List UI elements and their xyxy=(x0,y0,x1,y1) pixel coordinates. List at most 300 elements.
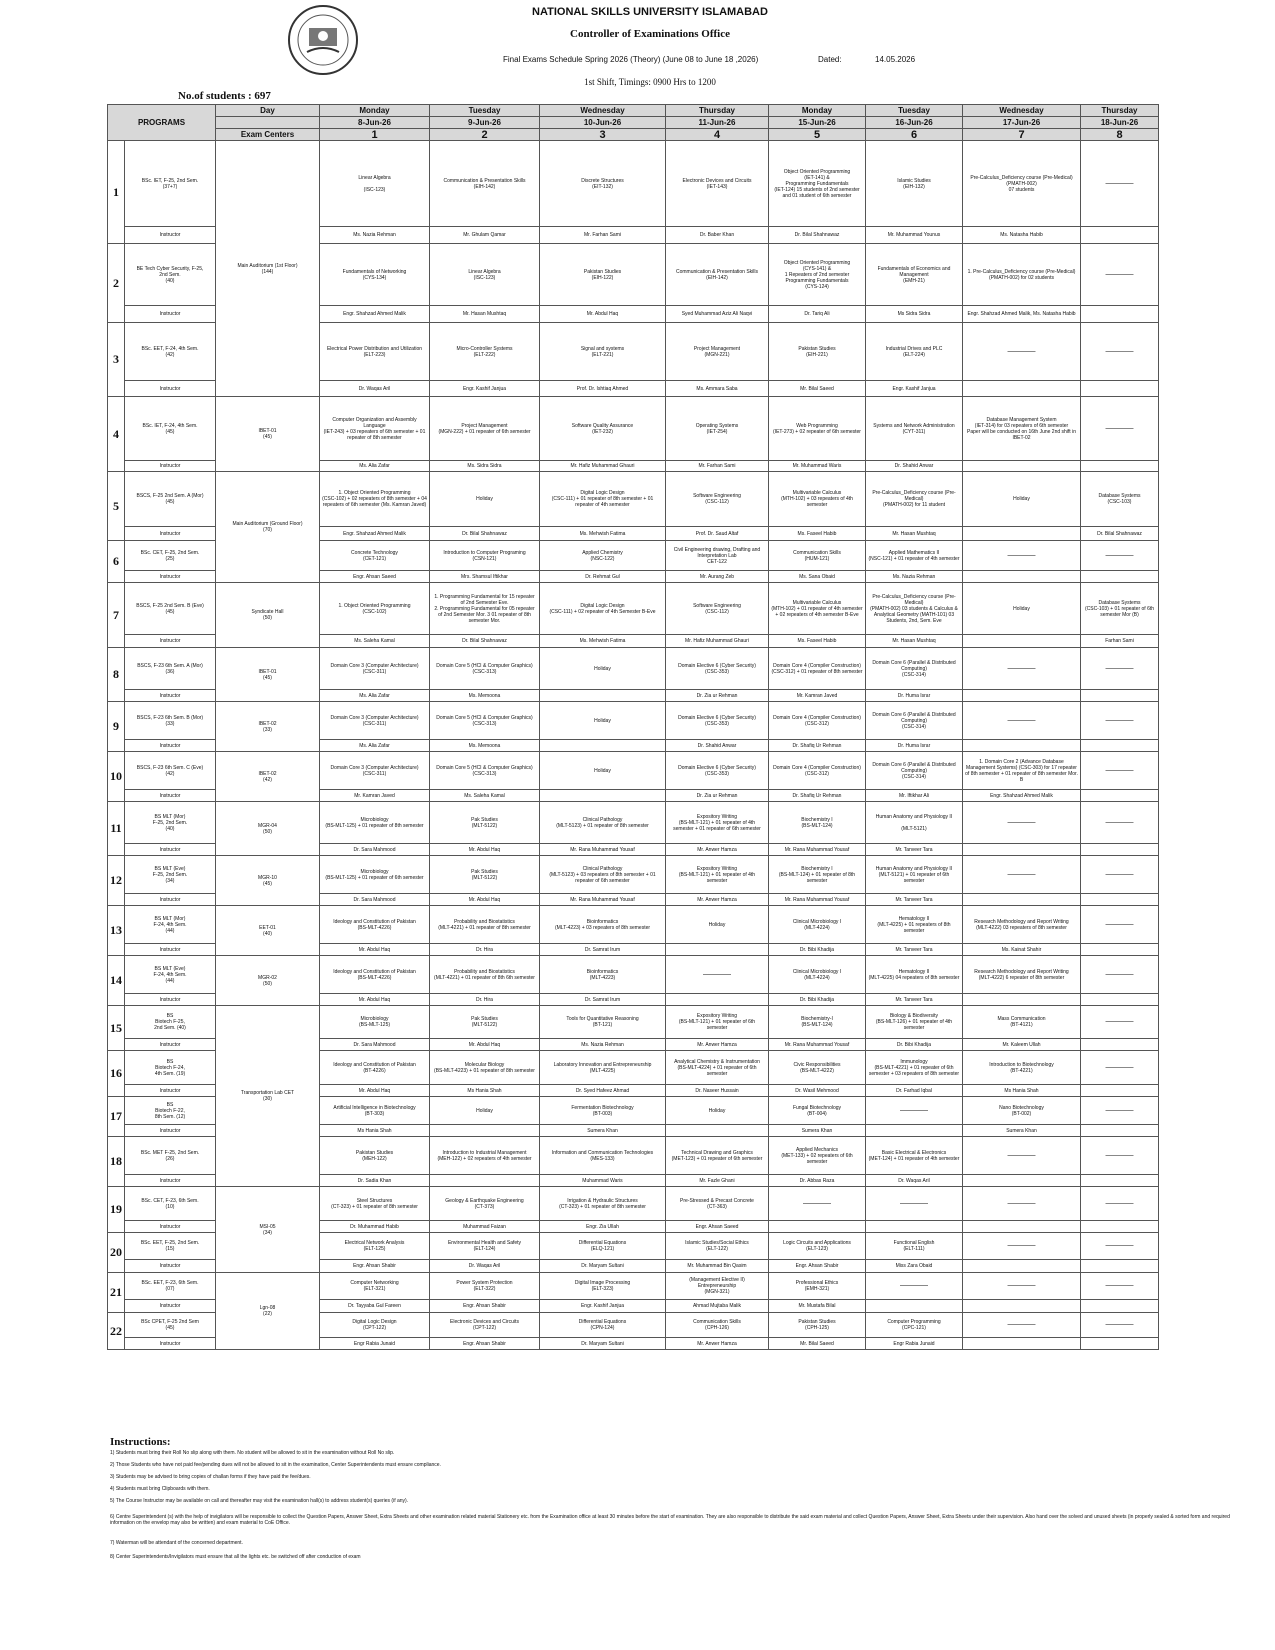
exam-subject: Ideology and Constitution of Pakistan (BS-MLT-4226) xyxy=(320,956,430,994)
exam-subject: Signal and systems (ELT-221) xyxy=(540,323,666,381)
schedule-row xyxy=(108,1006,1159,1039)
instructor-name: Mr. Abdul Haq xyxy=(430,844,540,856)
program-name: BS MLT (Mor) F-25, 2nd Sem. (40) xyxy=(125,802,216,844)
exam-subject: Systems and Network Administration (CYT-311) xyxy=(866,397,963,461)
exam-subject: Clinical Pathology (MLT-5123) + 03 repeaters of 8th semester + 01 repeater of 6th semester xyxy=(540,856,666,894)
no-exam-dash: ———— xyxy=(1081,1233,1159,1260)
instructor-name xyxy=(963,1175,1081,1187)
instructor-name xyxy=(430,1125,540,1137)
program-name: BSc. IET, F-24, 4th Sem. (45) xyxy=(125,397,216,461)
exam-subject: Holiday xyxy=(963,583,1081,635)
no-exam-dash: ———— xyxy=(1081,141,1159,227)
row-number: 13 xyxy=(108,906,125,956)
exam-subject: Project Management (MGN-221) xyxy=(666,323,769,381)
exam-subject: Object Oriented Programming (CYS-141) & 1 Repeaters of 2nd semester Programming Fundamentals (CYS-124) xyxy=(769,244,866,306)
exam-subject: Domain Core 5 (HCI & Computer Graphics) (CSC-313) xyxy=(430,752,540,790)
program-name: BS Biotech F-25, 2nd Sem. (40) xyxy=(125,1006,216,1039)
exam-subject: Concrete Technology (CET-121) xyxy=(320,541,430,571)
no-exam-dash: ———— xyxy=(1081,1006,1159,1039)
instructor-name: Dr. Shahid Anwar xyxy=(866,461,963,472)
instructor-name: Mr. Rana Muhammad Yousaf xyxy=(540,844,666,856)
instructor-name xyxy=(769,1221,866,1233)
instructor-name: Mr. Mustafa Bilal xyxy=(769,1300,866,1313)
no-exam-dash: ———— xyxy=(1081,1097,1159,1125)
instructor-name xyxy=(963,740,1081,752)
exam-subject: Communication Skills (CPH-126) xyxy=(666,1313,769,1338)
row-number: 9 xyxy=(108,702,125,752)
day-number: 7 xyxy=(963,129,1081,141)
exam-subject: Electrical Power Distribution and Utilization (ELT-223) xyxy=(320,323,430,381)
exam-centers-header: Exam Centers xyxy=(216,129,320,141)
exam-subject: Pakistan Studies (EIH-221) xyxy=(769,323,866,381)
no-exam-dash: ———— xyxy=(1081,648,1159,690)
instructor-name xyxy=(540,740,666,752)
program-name: BSc. IET, F-25, 2nd Sem. (37+7) xyxy=(125,141,216,227)
exam-subject: Expository Writing (BS-MLT-121) + 01 repeater of 4th semester + 01 repeater of 6th semester xyxy=(666,802,769,844)
program-name: BSc. EET, F-25, 2nd Sem. (15) xyxy=(125,1233,216,1260)
instructor-name: Mr. Tanveer Tara xyxy=(866,994,963,1006)
program-name: BSc. MET F-25, 2nd Sem. (26) xyxy=(125,1137,216,1175)
exam-center: IBET-01 (45) xyxy=(216,648,320,702)
exam-subject: Software Quality Assurance (IET-232) xyxy=(540,397,666,461)
instructor-name: Farhan Sami xyxy=(1081,635,1159,648)
instructor-name: Ahmad Mujtaba Malik xyxy=(666,1300,769,1313)
exam-center: IBET-02 (33) xyxy=(216,702,320,752)
day-header: Day xyxy=(216,105,320,117)
instructor-name: Prof. Dr. Ishtiaq Ahmed xyxy=(540,381,666,397)
instructor-name: Mr. Abdul Haq xyxy=(320,1085,430,1097)
instructor-name xyxy=(1081,227,1159,244)
exam-subject: Information and Communication Technologies (MES-133) xyxy=(540,1137,666,1175)
instructor-label: Instructor xyxy=(125,1175,216,1187)
schedule-row xyxy=(108,397,1159,461)
exam-subject: 1. Programming Fundamental for 15 repeater of 2nd Semester Eve. 2. Programming Fundamental for 05 repeater of 2nd Semester Mor. 3 01 repeater of 8th semester Mor. xyxy=(430,583,540,635)
exam-subject: Object Oriented Programming (IET-141) & Programming Fundamentals (IET-124) 15 students of 2nd semester and 01 student of 6th semester xyxy=(769,141,866,227)
no-exam-dash: ———— xyxy=(963,1313,1081,1338)
instructor-name: Muhammad Faizan xyxy=(430,1221,540,1233)
instructor-name xyxy=(1081,994,1159,1006)
exam-subject: Electronic Devices and Circuits (CPT-122) xyxy=(430,1313,540,1338)
exam-subject: Introduction to Computer Programing (CSN-121) xyxy=(430,541,540,571)
instructor-name: Ms. Kainat Shahir xyxy=(963,944,1081,956)
instruction-item: 5) The Course Instructor may be available on call and thereafter may visit the examination hall(s) to address student(s) queries (if any). xyxy=(110,1498,409,1504)
instructor-name: Mr. Muhammad Waris xyxy=(769,461,866,472)
instructor-name xyxy=(1081,1125,1159,1137)
header-row-day xyxy=(108,105,1159,117)
exam-subject: Expository Writing (BS-MLT-121) + 01 repeater of 4th semester xyxy=(666,856,769,894)
exam-subject: Domain Core 5 (HCI & Computer Graphics) (CSC-313) xyxy=(430,648,540,690)
instruction-item: 3) Students may be advised to bring copies of challan forms if they have paid the fee/dues. xyxy=(110,1474,311,1480)
program-name: BSCS, F-23 6th Sem. B (Mor) (33) xyxy=(125,702,216,740)
row-number: 6 xyxy=(108,541,125,583)
row-number: 7 xyxy=(108,583,125,648)
no-exam-dash: ———— xyxy=(1081,1313,1159,1338)
instructor-name xyxy=(866,1300,963,1313)
row-number: 8 xyxy=(108,648,125,702)
instructor-name: Dr. Waqas Aril xyxy=(866,1175,963,1187)
exam-subject: Biochemistry I (BS-MLT-124) + 01 repeater of 8th semester xyxy=(769,856,866,894)
instruction-item: 6) Centre Superintendent (s) with the help of invigilators will be responsible to collect the Question Papers, Answer Sheet, Extra Sheets and other examination related material Stationery etc. from the Examination office at least 30 minutes before the start of examination. They are also responsible to distribute the said exam material and collect Question Papers, Answer Sheet, Extra Sheets under their supervision. Also hand over the solved and unused sheets (in properly sealed & sorted form and required information on the envelop may also be written) and exam material to CoE Office. xyxy=(110,1514,1230,1526)
day-number: 4 xyxy=(666,129,769,141)
exam-subject: Bioinformatics (MLT-4223) xyxy=(540,956,666,994)
exam-subject: Pre-Calculus_Deficiency course (Pre-Medical) (PMATH-002) 07 students xyxy=(963,141,1081,227)
no-exam-dash: ———— xyxy=(963,856,1081,894)
instructor-label: Instructor xyxy=(125,1039,216,1051)
schedule-row xyxy=(108,648,1159,690)
instructor-name xyxy=(963,1221,1081,1233)
instructor-name: Dr. Muhammad Habib xyxy=(320,1221,430,1233)
instructor-name xyxy=(1081,1175,1159,1187)
instructor-name: Mr. Abdul Haq xyxy=(540,306,666,323)
instructor-name xyxy=(1081,1039,1159,1051)
university-name: NATIONAL SKILLS UNIVERSITY ISLAMABAD xyxy=(532,6,768,18)
exam-subject: Analytical Chemistry & Instrumentation (BS-MLT-4224) + 01 repeater of 6th semester xyxy=(666,1051,769,1085)
exam-subject: Biochemistry-I (BS-MLT-124) xyxy=(769,1006,866,1039)
no-exam-dash: ———— xyxy=(866,1273,963,1300)
instructor-name: Ms Sidra Sidra xyxy=(866,306,963,323)
instructor-label: Instructor xyxy=(125,527,216,541)
instructor-name: Mr. Abdul Haq xyxy=(320,944,430,956)
exam-subject: Hematology II (MLT-4225) 04 repeaters of 8th semester xyxy=(866,956,963,994)
row-number: 1 xyxy=(108,141,125,244)
instructor-name: Engr. Ahsan Shabir xyxy=(769,1260,866,1273)
no-exam-dash: ———— xyxy=(1081,541,1159,571)
exam-subject: Ideology and Constitution of Pakistan (BT-4226) xyxy=(320,1051,430,1085)
schedule-row xyxy=(108,906,1159,944)
exam-date: 17-Jun-26 xyxy=(963,117,1081,129)
instructor-name: Dr. Hira xyxy=(430,944,540,956)
instructor-name: Dr. Farhad Iqbal xyxy=(866,1085,963,1097)
instructor-name: Sumera Khan xyxy=(963,1125,1081,1137)
instructor-name: Dr. Huma Israr xyxy=(866,740,963,752)
exam-subject: Clinical Microbiology I (MLT-4224) xyxy=(769,906,866,944)
schedule-row xyxy=(108,856,1159,894)
instructor-name xyxy=(666,994,769,1006)
exam-subject: Logic Circuits and Applications (ELT-123) xyxy=(769,1233,866,1260)
instructor-label: Instructor xyxy=(125,461,216,472)
exam-subject: Professional Ethics (EMH-321) xyxy=(769,1273,866,1300)
instructor-name: Dr. Shafiq Ur Rehman xyxy=(769,790,866,802)
exam-subject: Functional English (ELT-111) xyxy=(866,1233,963,1260)
exam-subject: Domain Core 5 (HCI & Computer Graphics) (CSC-313) xyxy=(430,702,540,740)
schedule-title: Final Exams Schedule Spring 2026 (Theory) (June 08 to June 18 ,2026) xyxy=(503,55,759,64)
exam-subject: Immunology (BS-MLT-4221) + 01 repeater of 6th semester + 03 repeaters of 8th semester xyxy=(866,1051,963,1085)
instructor-name: Dr. Tayyaba Gul Fareen xyxy=(320,1300,430,1313)
instructor-label: Instructor xyxy=(125,1085,216,1097)
instructor-name: Dr. Maryam Sultani xyxy=(540,1338,666,1350)
no-exam-dash: ———— xyxy=(666,956,769,994)
exam-subject: Digital Logic Design (CSC-111) + 02 repeater of 4th Semester B-Eve xyxy=(540,583,666,635)
exam-subject: Pak Studies (MLT-5122) xyxy=(430,802,540,844)
instructor-name xyxy=(1081,1221,1159,1233)
exam-subject: Computer Organization and Assembly Language (IET-243) + 03 repeaters of 6th semester + 01 repeater of 8th semester xyxy=(320,397,430,461)
no-exam-dash: ———— xyxy=(963,648,1081,690)
instructor-name xyxy=(1081,1300,1159,1313)
row-number: 2 xyxy=(108,244,125,323)
dated-label: Dated: xyxy=(818,55,842,64)
instructor-name xyxy=(1081,894,1159,906)
exam-subject: Civil Engineering drawing, Drafting and Interpretation Lab CET-122 xyxy=(666,541,769,571)
instructor-name xyxy=(666,1125,769,1137)
exam-center: MSI-05 (34) xyxy=(216,1187,320,1273)
exam-subject: Project Management (MGN-222) + 01 repeater of 6th semester xyxy=(430,397,540,461)
instructor-label: Instructor xyxy=(125,740,216,752)
instructor-name: Ms. Nazia Rehman xyxy=(320,227,430,244)
instructor-name: Dr. Shahid Anwar xyxy=(666,740,769,752)
instructor-name: Mr. Farhan Sami xyxy=(666,461,769,472)
instructor-name: Dr. Waqas Aril xyxy=(320,381,430,397)
instructor-name xyxy=(1081,1085,1159,1097)
instructor-label: Instructor xyxy=(125,994,216,1006)
exam-subject: Web Programming (IET-273) + 02 repeater of 6th semester xyxy=(769,397,866,461)
instructor-label: Instructor xyxy=(125,306,216,323)
instructor-name: Dr. Naseer Hussain xyxy=(666,1085,769,1097)
instructor-name xyxy=(963,527,1081,541)
instructor-name: Ms. Ammara Saba xyxy=(666,381,769,397)
instructor-name xyxy=(666,944,769,956)
instructor-name xyxy=(963,994,1081,1006)
schedule-row xyxy=(108,1273,1159,1300)
instructor-name xyxy=(1081,571,1159,583)
instructor-label: Instructor xyxy=(125,635,216,648)
instructor-name xyxy=(963,894,1081,906)
instructor-name: Mr. Iftikhar Ali xyxy=(866,790,963,802)
instructor-name xyxy=(1081,306,1159,323)
instruction-item: 8) Center Superintendents/Invigilators must ensure that all the lights etc. be switched off after conduction of exam xyxy=(110,1554,361,1560)
exam-date: 8-Jun-26 xyxy=(320,117,430,129)
no-exam-dash: ———— xyxy=(1081,956,1159,994)
exam-subject: Micro-Controller Systems (ELT-222) xyxy=(430,323,540,381)
exam-subject: Fungal Biotechnology (BT-004) xyxy=(769,1097,866,1125)
exam-subject: Domain Elective 6 (Cyber Security) (CSC-353) xyxy=(666,702,769,740)
instructor-name: Miss Zara Obaid xyxy=(866,1260,963,1273)
instructor-name: Dr. Sara Mahmood xyxy=(320,1039,430,1051)
instructor-name: Mr. Hafiz Muhammad Ghauri xyxy=(540,461,666,472)
exam-subject: Pak Studies (MLT-5122) xyxy=(430,1006,540,1039)
exam-subject: Database Management System (IET-314) for 03 repeaters of 6th semester Paper will be conducted on 16th June 2nd shift in IBET-02 xyxy=(963,397,1081,461)
program-name: BSCS, F-23 6th Sem. A (Mor) (36) xyxy=(125,648,216,690)
instructor-name: Ms. Alia Zafar xyxy=(320,740,430,752)
exam-subject: Holiday xyxy=(430,1097,540,1125)
instructor-name: Mr. Rana Muhammad Yousaf xyxy=(769,844,866,856)
instructor-name: Mr. Farhan Sami xyxy=(540,227,666,244)
instructor-label: Instructor xyxy=(125,381,216,397)
exam-subject: Digital Logic Design (CSC-111) + 01 repeater of 8th semester + 01 repeater of 4th semester xyxy=(540,472,666,527)
day-name: Monday xyxy=(320,105,430,117)
exam-subject: Probability and Biostatistics (MLT-4221) + 01 repeater of 8th semester xyxy=(430,906,540,944)
instructor-name: Mr. Muhammad Younus xyxy=(866,227,963,244)
exam-subject: Multivariable Calculus (MTH-102) + 03 repeaters of 4th semester xyxy=(769,472,866,527)
instruction-item: 7) Waterman will be attendant of the concerned department. xyxy=(110,1540,243,1546)
exam-subject: Communication & Presentation Skills (EIH-142) xyxy=(430,141,540,227)
program-name: BSCS, F-25 2nd Sem. B (Eve) (45) xyxy=(125,583,216,635)
instruction-item: 1) Students must bring their Roll No slip along with them. No student will be allowed to sit in the examination without Roll No slip. xyxy=(110,1450,395,1456)
exam-subject: Mass Communication (BT-4121) xyxy=(963,1006,1081,1039)
instructor-name: Ms. Nazia Rehman xyxy=(540,1039,666,1051)
instructor-name: Mr. Fazle Ghani xyxy=(666,1175,769,1187)
exam-subject: Domain Core 4 (Compiler Construction) (CSC-312) xyxy=(769,752,866,790)
program-name: BS Biotech F-24, 4th Sem. (19) xyxy=(125,1051,216,1085)
exam-subject: Laboratory Innovation and Entrepreneurship (MLT-4225) xyxy=(540,1051,666,1085)
exam-center: Main Auditorium (1st Floor) (144) xyxy=(216,141,320,397)
exam-subject: Artificial Intelligence in Biotechnology (BT-303) xyxy=(320,1097,430,1125)
exam-subject: Environmental Health and Safety (ELT-124) xyxy=(430,1233,540,1260)
instructor-label: Instructor xyxy=(125,1125,216,1137)
exam-subject: Linear Algebra (ISC-123) xyxy=(430,244,540,306)
instructor-name: Mr. Anwer Hamza xyxy=(666,894,769,906)
exam-subject: Domain Core 4 (Compiler Construction) (CSC-312) xyxy=(769,702,866,740)
instructor-name: Engr. Ahsan Shabir xyxy=(430,1338,540,1350)
schedule-row xyxy=(108,1187,1159,1221)
no-exam-dash: ———— xyxy=(1081,244,1159,306)
instructor-label: Instructor xyxy=(125,790,216,802)
exam-subject: Holiday xyxy=(666,1097,769,1125)
exam-subject: Holiday xyxy=(963,472,1081,527)
instructor-name xyxy=(963,844,1081,856)
exam-date: 11-Jun-26 xyxy=(666,117,769,129)
instructor-name: Engr Rabia Junaid xyxy=(320,1338,430,1350)
instructor-name: Dr. Tariq Ali xyxy=(769,306,866,323)
no-exam-dash: ———— xyxy=(1081,752,1159,790)
instructor-name: Engr. Shahzad Ahmed Malik xyxy=(320,306,430,323)
instructions-title: Instructions: xyxy=(110,1436,171,1448)
instructor-name: Sumera Khan xyxy=(769,1125,866,1137)
instructor-name: Mr. Hasan Mushtaq xyxy=(866,635,963,648)
exam-subject: Research Methodology and Report Writing (MLT-4222) 03 repeaters of 8th semester xyxy=(963,906,1081,944)
exam-subject: Domain Elective 6 (Cyber Security) (CSC-353) xyxy=(666,648,769,690)
exam-subject: Holiday xyxy=(666,906,769,944)
shift-timing: 1st Shift, Timings: 0900 Hrs to 1200 xyxy=(584,77,716,87)
instructor-name: Dr. Maryam Sultani xyxy=(540,1260,666,1273)
exam-subject: Domain Core 3 (Computer Architecture) (CSC-311) xyxy=(320,702,430,740)
schedule-body xyxy=(108,141,1159,1350)
exam-subject: Domain Core 6 (Parallel & Distributed Computing) (CSC-314) xyxy=(866,648,963,690)
instructor-name xyxy=(430,1175,540,1187)
exam-subject: Steel Structures (CT-323) + 01 repeater of 8th semester xyxy=(320,1187,430,1221)
exam-center: IBET-01 (45) xyxy=(216,397,320,472)
programs-header: PROGRAMS xyxy=(108,105,216,141)
exam-subject: Holiday xyxy=(540,702,666,740)
no-exam-dash: ———— xyxy=(1081,802,1159,844)
exam-subject: Domain Core 3 (Computer Architecture) (CSC-311) xyxy=(320,752,430,790)
exam-subject: Digital Logic Design (CPT-122) xyxy=(320,1313,430,1338)
exam-subject: Computer Networking (ELT-321) xyxy=(320,1273,430,1300)
schedule-row xyxy=(108,802,1159,844)
exam-subject: Operating Systems (IET-254) xyxy=(666,397,769,461)
exam-subject: Domain Core 6 (Parallel & Distributed Computing) (CSC-314) xyxy=(866,752,963,790)
instructor-name: Dr. Waqas Aril xyxy=(430,1260,540,1273)
exam-subject: Communication Skills (HUM-121) xyxy=(769,541,866,571)
no-exam-dash: ———— xyxy=(1081,1273,1159,1300)
instructor-name xyxy=(1081,1338,1159,1350)
row-number: 16 xyxy=(108,1051,125,1097)
no-exam-dash: ———— xyxy=(963,1233,1081,1260)
exam-subject: Fundamentals of Economics and Management (EMH-21) xyxy=(866,244,963,306)
exam-center: Main Auditorium (Ground Floor) (70) xyxy=(216,472,320,583)
instructor-name: Mr. Hafiz Muhammad Ghauri xyxy=(666,635,769,648)
exam-subject: Electronic Devices and Circuits (IET-143) xyxy=(666,141,769,227)
row-number: 21 xyxy=(108,1273,125,1313)
program-name: BSCS, F-25 2nd Sem. A (Mor) (45) xyxy=(125,472,216,527)
instructor-name: Ms. Saleha Kamal xyxy=(430,790,540,802)
instructor-name xyxy=(963,1260,1081,1273)
instructor-name: Mr. Aurang Zeb xyxy=(666,571,769,583)
instructor-name: Dr. Zia ur Rehman xyxy=(666,690,769,702)
instructor-name: Ms. Mehwish Fatima xyxy=(540,635,666,648)
instructor-name: Mr. Rana Muhammad Yousaf xyxy=(769,1039,866,1051)
no-exam-dash: ———— xyxy=(1081,906,1159,944)
exam-subject: Industrial Drives and PLC (ELT-224) xyxy=(866,323,963,381)
instructor-name: Mr. Kamran Javed xyxy=(769,690,866,702)
instructor-name: Syed Muhammad Aziz Ali Naqvi xyxy=(666,306,769,323)
exam-date: 18-Jun-26 xyxy=(1081,117,1159,129)
instructor-name: Dr. Rehmat Gul xyxy=(540,571,666,583)
header-row-number xyxy=(108,129,1159,141)
exam-subject: Tools for Quantitative Reasoning (BT-121) xyxy=(540,1006,666,1039)
instructor-name: Engr. Shahzad Ahmed Malik xyxy=(320,527,430,541)
exam-subject: Domain Core 6 (Parallel & Distributed Computing) (CSC-314) xyxy=(866,702,963,740)
instructor-name: Ms Hania Shah xyxy=(320,1125,430,1137)
exam-subject: Domain Elective 6 (Cyber Security) (CSC-353) xyxy=(666,752,769,790)
instructor-label: Instructor xyxy=(125,944,216,956)
exam-subject: Electrical Network Analysis (ELT-125) xyxy=(320,1233,430,1260)
day-number: 1 xyxy=(320,129,430,141)
program-name: BE Tech Cyber Security, F-25, 2nd Sem. (40) xyxy=(125,244,216,306)
instructor-name: Mr. Tanveer Tara xyxy=(866,944,963,956)
instructor-name xyxy=(1081,381,1159,397)
student-count: No.of students : 697 xyxy=(178,90,271,102)
exam-center: IBET-02 (42) xyxy=(216,752,320,802)
exam-subject: Communication & Presentation Skills (EIH-142) xyxy=(666,244,769,306)
schedule-row xyxy=(108,583,1159,635)
exam-subject: Clinical Pathology (MLT-5123) + 01 repeater of 8th semester xyxy=(540,802,666,844)
no-exam-dash: ———— xyxy=(769,1187,866,1221)
instructor-name: Dr. Bibi Khadija xyxy=(769,994,866,1006)
exam-subject: Domain Core 3 (Computer Architecture) (CSC-311) xyxy=(320,648,430,690)
instructor-label: Instructor xyxy=(125,1221,216,1233)
exam-subject: Domain Core 4 (Compiler Construction) (CSC-312) + 01 repeater of 8th semester xyxy=(769,648,866,690)
instructor-name xyxy=(963,1300,1081,1313)
exam-subject: Fundamentals of Networking (CYS-134) xyxy=(320,244,430,306)
instructor-name: Engr. Kashif Janjua xyxy=(540,1300,666,1313)
instructor-name: Dr. Zia ur Rehman xyxy=(666,790,769,802)
instructor-name: Mr. Rana Muhammad Yousaf xyxy=(769,894,866,906)
row-number: 18 xyxy=(108,1137,125,1187)
instructor-name: Ms. Mehwish Fatima xyxy=(540,527,666,541)
no-exam-dash: ———— xyxy=(963,1187,1081,1221)
office-name: Controller of Examinations Office xyxy=(570,28,730,40)
schedule-row xyxy=(108,702,1159,740)
instructor-name: Mr. Abdul Haq xyxy=(430,894,540,906)
instructor-name: Engr. Kashif Janjua xyxy=(430,381,540,397)
program-name: BS MLT (Eve) F-25, 2nd Sem. (34) xyxy=(125,856,216,894)
instructor-name: Dr. Sara Mahmood xyxy=(320,894,430,906)
instructor-name: Engr. Zia Ullah xyxy=(540,1221,666,1233)
instructor-name: Ms Hania Shah xyxy=(963,1085,1081,1097)
instructor-name: Dr. Bilal Shahnawaz xyxy=(430,527,540,541)
instructor-name: Dr. Bibi Khadija xyxy=(866,1039,963,1051)
program-name: BSCS, F-23 6th Sem. C (Eve) (42) xyxy=(125,752,216,790)
no-exam-dash: ———— xyxy=(866,1097,963,1125)
exam-subject: 1. Domain Core 2 (Advance Database Management Systems) (CSC-303) for 17 repeater of 8th semester + 01 repeater of 8th semester Mor. B xyxy=(963,752,1081,790)
exam-subject: Holiday xyxy=(540,752,666,790)
exam-subject: 1. Object Oriented Programming (CSC-102) xyxy=(320,583,430,635)
instructor-name xyxy=(540,690,666,702)
instructor-name xyxy=(963,690,1081,702)
instructor-label: Instructor xyxy=(125,1300,216,1313)
no-exam-dash: ———— xyxy=(1081,702,1159,740)
instructor-name xyxy=(1081,790,1159,802)
